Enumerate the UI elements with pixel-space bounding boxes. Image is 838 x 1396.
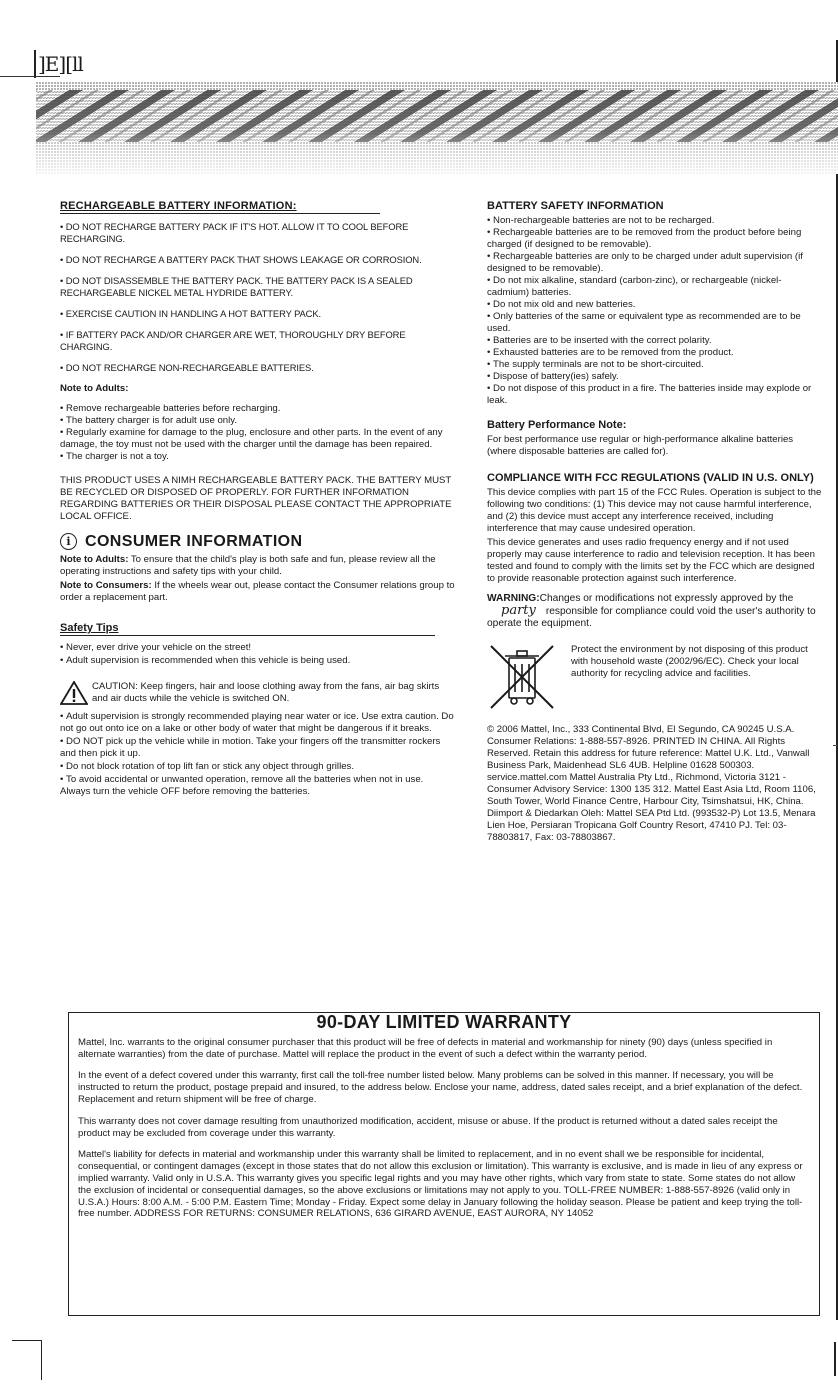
battery-safety-list xyxy=(487,215,822,407)
list-item: • Do not dispose of this product in a fire. The batteries inside may explode or leak. xyxy=(487,383,822,407)
warning-text: Changes or modifications not expressly approved by the xyxy=(539,593,794,604)
warranty-paragraph: Mattel's liability for defects in material and workmanship under this warranty shall be limited to replacement, and in no event shall we be responsible for incidental, consequential, or contingent damages (except in those states that do not allow this exclusion or limitation). This warranty is exclusive, and is made in lieu of any express or implied warranty. Valid only in U.S.A. This warranty gives you specific legal rights and you may have other rights, which vary from state to state. Some states do not allow the exclusion of incidental or consequential damages, so the above exclusions or limitations may not apply to you. TOLL-FREE NUMBER: 1-888-557-8926 (valid only in U.S.A.) Hours: 8:00 A.M. - 5:00 P.M. Eastern Time; Monday - Friday. Expect some delay in January following the holiday season. Please be patient and keep trying the toll-free number. ADDRESS FOR RETURNS: CONSUMER RELATIONS, 636 GIRARD AVENUE, EAST AURORA, NY 14052 xyxy=(78,1149,803,1220)
consumer-title: CONSUMER INFORMATION xyxy=(85,532,303,550)
consumer-note-adults xyxy=(60,554,455,578)
list-item: • Dispose of battery(ies) safely. xyxy=(487,371,822,383)
list-item: • IF BATTERY PACK AND/OR CHARGER ARE WET, THOROUGHLY DRY BEFORE CHARGING. xyxy=(60,329,455,353)
list-item: • Do not mix old and new batteries. xyxy=(487,299,822,311)
label: Note to Consumers: xyxy=(60,580,152,591)
list-item: • The charger is not a toy. xyxy=(60,451,455,463)
right-column xyxy=(487,200,822,846)
warning-triangle-icon xyxy=(60,681,88,705)
warranty-title: 90-DAY LIMITED WARRANTY xyxy=(316,1012,572,1032)
list-item: • DO NOT RECHARGE A BATTERY PACK THAT SHOWS LEAKAGE OR CORROSION. xyxy=(60,254,455,266)
safety-tips-title: Safety Tips xyxy=(60,622,435,636)
rechargeable-list xyxy=(60,221,455,374)
warning-text-2: responsible for compliance could void the user's authority to operate the equipment. xyxy=(487,606,816,629)
list-item: • Never, ever drive your vehicle on the street! xyxy=(60,642,455,654)
list-item: • Exhausted batteries are to be removed from the product. xyxy=(487,347,822,359)
warning-label: WARNING: xyxy=(487,593,540,604)
list-item: • Rechargeable batteries are only to be charged under adult supervision (if designed to be removable). xyxy=(487,251,822,275)
crop-mark-bottom-left xyxy=(12,1340,42,1380)
warranty-box xyxy=(68,1012,820,1316)
crossed-out-bin-icon xyxy=(487,644,557,710)
left-column xyxy=(60,200,455,799)
list-item: • DO NOT RECHARGE NON-RECHARGEABLE BATTERIES. xyxy=(60,362,455,374)
list-item: • Do not mix alkaline, standard (carbon-zinc), or rechargeable (nickel-cadmium) batteries. xyxy=(487,275,822,299)
battery-safety-title: BATTERY SAFETY INFORMATION xyxy=(487,200,664,212)
list-item: • The battery charger is for adult use only. xyxy=(60,415,455,427)
nimh-notice: THIS PRODUCT USES A NIMH RECHARGEABLE BATTERY PACK. THE BATTERY MUST BE RECYCLED OR DISPOSED OF PROPERLY. FOR FURTHER INFORMATION REGARDING BATTERIES OR THEIR DISPOSAL PLEASE CONTACT THE APPROPRIATE LOCAL OFFICE. xyxy=(60,475,452,522)
list-item: • DO NOT pick up the vehicle while in motion. Take your fingers off the transmitter rockers and then pick it up. xyxy=(60,736,455,760)
header-mark: ]E][ll xyxy=(38,52,83,76)
safety-list xyxy=(60,642,455,667)
list-item: • Remove rechargeable batteries before recharging. xyxy=(60,403,455,415)
caution-text: CAUTION: Keep fingers, hair and loose clothing away from the fans, air bag skirts and air ducts while the vehicle is switched ON. xyxy=(92,681,440,704)
text: If the wheels wear out, please contact the Consumer relations group to order a replacement part. xyxy=(60,580,455,603)
fcc-text-2: This device generates and uses radio frequency energy and if not used properly may cause interference to radio and television reception. It has been tested and found to comply with the limits set by the FCC which are designed to provide reasonable protection against such interference. xyxy=(487,537,815,584)
side-tick xyxy=(833,745,838,746)
note-to-adults-heading: Note to Adults: xyxy=(60,383,129,394)
fcc-text-1: This device complies with part 15 of the FCC Rules. Operation is subject to the following two conditions: (1) This device may not cause harmful interference, and (2) this device must accept any interference received, including interference that may cause undesired operation. xyxy=(487,487,822,534)
performance-text: For best performance use regular or high-performance alkaline batteries (where disposable batteries are called for). xyxy=(487,434,794,457)
warranty-paragraph: This warranty does not cover damage resulting from unauthorized modification, accident, misuse or abuse. If the product is returned without a dated sales receipt the product may be excluded from coverage under this warranty. xyxy=(78,1115,778,1139)
list-item: • DO NOT RECHARGE BATTERY PACK IF IT'S HOT. ALLOW IT TO COOL BEFORE RECHARGING. xyxy=(60,221,455,245)
page-left-border xyxy=(34,50,36,78)
list-item: • Adult supervision is strongly recommended playing near water or ice. Use extra caution. Do not go out onto ice on a lake or other body of water that might be dangerous if it breaks. xyxy=(60,711,455,735)
list-item: • The supply terminals are not to be short-circuited. xyxy=(487,359,822,371)
list-item: • Regularly examine for damage to the plug, enclosure and other parts. In the event of any damage, the toy must not be used with the charger until the damage has been repaired. xyxy=(60,427,455,451)
list-item: • EXERCISE CAUTION IN HANDLING A HOT BATTERY PACK. xyxy=(60,308,455,320)
caution-row xyxy=(60,681,455,705)
list-item: • Rechargeable batteries are to be removed from the product before being charged (if designed to be removable). xyxy=(487,227,822,251)
list-item: • Adult supervision is recommended when this vehicle is being used. xyxy=(60,655,455,667)
note-list xyxy=(60,403,455,463)
list-item: • Only batteries of the same or equivalent type as recommended are to be used. xyxy=(487,311,822,335)
text: To ensure that the child's play is both safe and fun, please review all the operating instructions and safety tips with your child. xyxy=(60,554,436,577)
party-handwritten: party xyxy=(501,603,536,618)
fcc-title: COMPLIANCE WITH FCC REGULATIONS (VALID IN U.S. ONLY) xyxy=(487,472,814,484)
warning-notice xyxy=(487,593,822,630)
safety-list-2 xyxy=(60,711,455,798)
consumer-note-consumers xyxy=(60,580,455,604)
header-rule xyxy=(0,76,60,77)
warranty-paragraph: In the event of a defect covered under this warranty, first call the toll-free number listed below. Many problems can be solved in this manner. If necessary, you will be instructed to return the product, postage prepaid and insured, to the address below. Enclose your name, address, dated sales receipt, and a brief explanation of the defect. Replacement and return shipment will be free of charge. xyxy=(78,1070,803,1105)
company-address: © 2006 Mattel, Inc., 333 Continental Blvd, El Segundo, CA 90245 U.S.A. Consumer Relations: 1-888-557-8926. PRINTED IN CHINA. All Rights Reserved. Retain this address for future reference: Mattel U.K. Ltd., Vanwall Business Park, Maidenhead SL6 4UB. Helpline 01628 500303. service.mattel.com Mattel Australia Pty Ltd., Richmond, Victoria 3121 - Consumer Advisory Service: 1300 135 312. Mattel East Asia Ltd, Room 1106, South Tower, World Finance Centre, Harbour City, Tsimshatsui, HK, China. Diimport & Diedarkan Oleh: Mattel SEA Ptd Ltd. (993532-P) Lot 13.5, Menara Lien Hoe, Persiaran Tropicana Golf Country Resort, 47410 PJ. Tel: 03-78803817, Fax: 03-78803867. xyxy=(487,724,816,843)
label: Note to Adults: xyxy=(60,554,129,565)
header-banner xyxy=(36,82,838,174)
list-item: • DO NOT DISASSEMBLE THE BATTERY PACK. THE BATTERY PACK IS A SEALED RECHARGEABLE NICKEL METAL HYDRIDE BATTERY. xyxy=(60,275,455,299)
rechargeable-title: RECHARGEABLE BATTERY INFORMATION: xyxy=(60,200,380,214)
recycle-text: Protect the environment by not disposing of this product with household waste (2002/96/EC). Check your local authority for recycling advice and facilities. xyxy=(571,644,808,679)
consumer-heading xyxy=(60,533,455,550)
info-icon: i xyxy=(60,533,77,550)
list-item: • Do not block rotation of top lift fan or stick any object through grilles. xyxy=(60,761,455,773)
list-item: • To avoid accidental or unwanted operation, remove all the batteries when not in use. Always turn the vehicle OFF before removing the batteries. xyxy=(60,774,455,798)
warranty-paragraph: Mattel, Inc. warrants to the original consumer purchaser that this product will be free of defects in material and workmanship for ninety (90) days (unless specified in alternate warranties) from the date of purchase. Mattel will replace the product in the event of such a defect within the warranty period. xyxy=(78,1036,773,1060)
list-item: • Non-rechargeable batteries are not to be recharged. xyxy=(487,215,822,227)
list-item: • Batteries are to be inserted with the correct polarity. xyxy=(487,335,822,347)
crop-mark-bottom-right xyxy=(834,1342,836,1376)
recycle-notice xyxy=(487,644,822,710)
performance-title: Battery Performance Note: xyxy=(487,419,627,431)
